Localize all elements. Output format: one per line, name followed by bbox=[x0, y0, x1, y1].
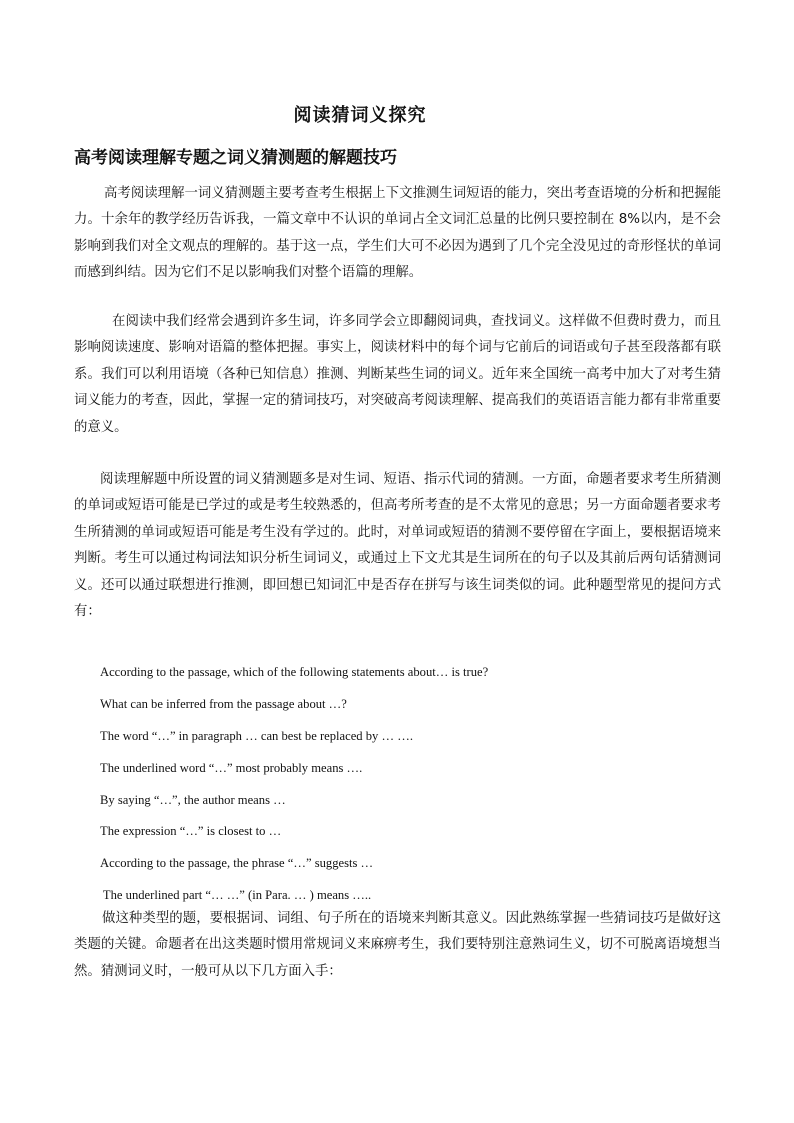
paragraph: 阅读理解题中所设置的词义猜测题多是对生词、短语、指示代词的猜测。一方面，命题者要求考生所猜测的单词或短语可能是已学过的或是考生较熟悉的，但高考所考查的是不太常见的意思；另一方面命题者要求考生所猜测的单词或短语可能是考生没有学过的。此时，对单词或短语的猜测不要停留在字面上，要根据语境来判断。考生可以通过构词法知识分析生词词义，或通过上下文尤其是生词所在的句子以及其前后两句话猜测词义。还可以通过联想进行推测，即回想已知词汇中是否存在拼写与该生词类似的词。此种题型常见的提问方式有： bbox=[74, 472, 721, 620]
question-form-item: According to the passage, the phrase “…” suggests … bbox=[100, 856, 374, 870]
question-form-item: The underlined word “…” most probably means …. bbox=[100, 761, 363, 775]
section-subtitle: 高考阅读理解专题之词义猜测题的解题技巧 bbox=[74, 148, 397, 168]
paragraph: 做这种类型的题，要根据词、词组、句子所在的语境来判断其意义。因此熟练掌握一些猜词技巧是做好这类题的关键。命题者在出这类题时惯用常规词义来麻痹考生，我们要特别注意熟词生义，切不可脱离语境想当然。猜测词义时，一般可从以下几方面入手： bbox=[74, 911, 721, 979]
question-form-item: The expression “…” is closest to … bbox=[100, 824, 282, 838]
question-form-item: According to the passage, which of the following statements about… is true? bbox=[100, 665, 489, 679]
paragraph: 在阅读中我们经常会遇到许多生词，许多同学会立即翻阅词典，查找词义。这样做不但费时费力，而且影响阅读速度、影响对语篇的整体把握。事实上，阅读材料中的每个词与它前后的词语或句子甚至段落都有联系。我们可以利用语境（各种已知信息）推测、判断某些生词的词义。近年来全国统一高考中加大了对考生猜词义能力的考查，因此，掌握一定的猜词技巧，对突破高考阅读理解、提高我们的英语语言能力都有非常重要的意义。 bbox=[74, 314, 721, 435]
question-form-item: The word “…” in paragraph … can best be replaced by … …. bbox=[100, 729, 413, 743]
page-title: 阅读猜词义探究 bbox=[293, 105, 427, 126]
paragraph: 高考阅读理解一词义猜测题主要考查考生根据上下文推测生词短语的能力，突出考查语境的分析和把握能力。十余年的教学经历告诉我，一篇文章中不认识的单词占全文词汇总量的比例只要控制在 8%以内，是不会影响到我们对全文观点的理解的。基于这一点，学生们大可不必因为遇到了几个完全没见过的奇形怪状的单词而感到纠结。因为它们不足以影响我们对整个语篇的理解。 bbox=[74, 186, 721, 281]
question-form-item: The underlined part “… …” (in Para. … ) means ….. bbox=[100, 888, 372, 902]
question-form-item: By saying “…”, the author means … bbox=[100, 793, 286, 807]
question-form-item: What can be inferred from the passage about …? bbox=[100, 697, 347, 711]
